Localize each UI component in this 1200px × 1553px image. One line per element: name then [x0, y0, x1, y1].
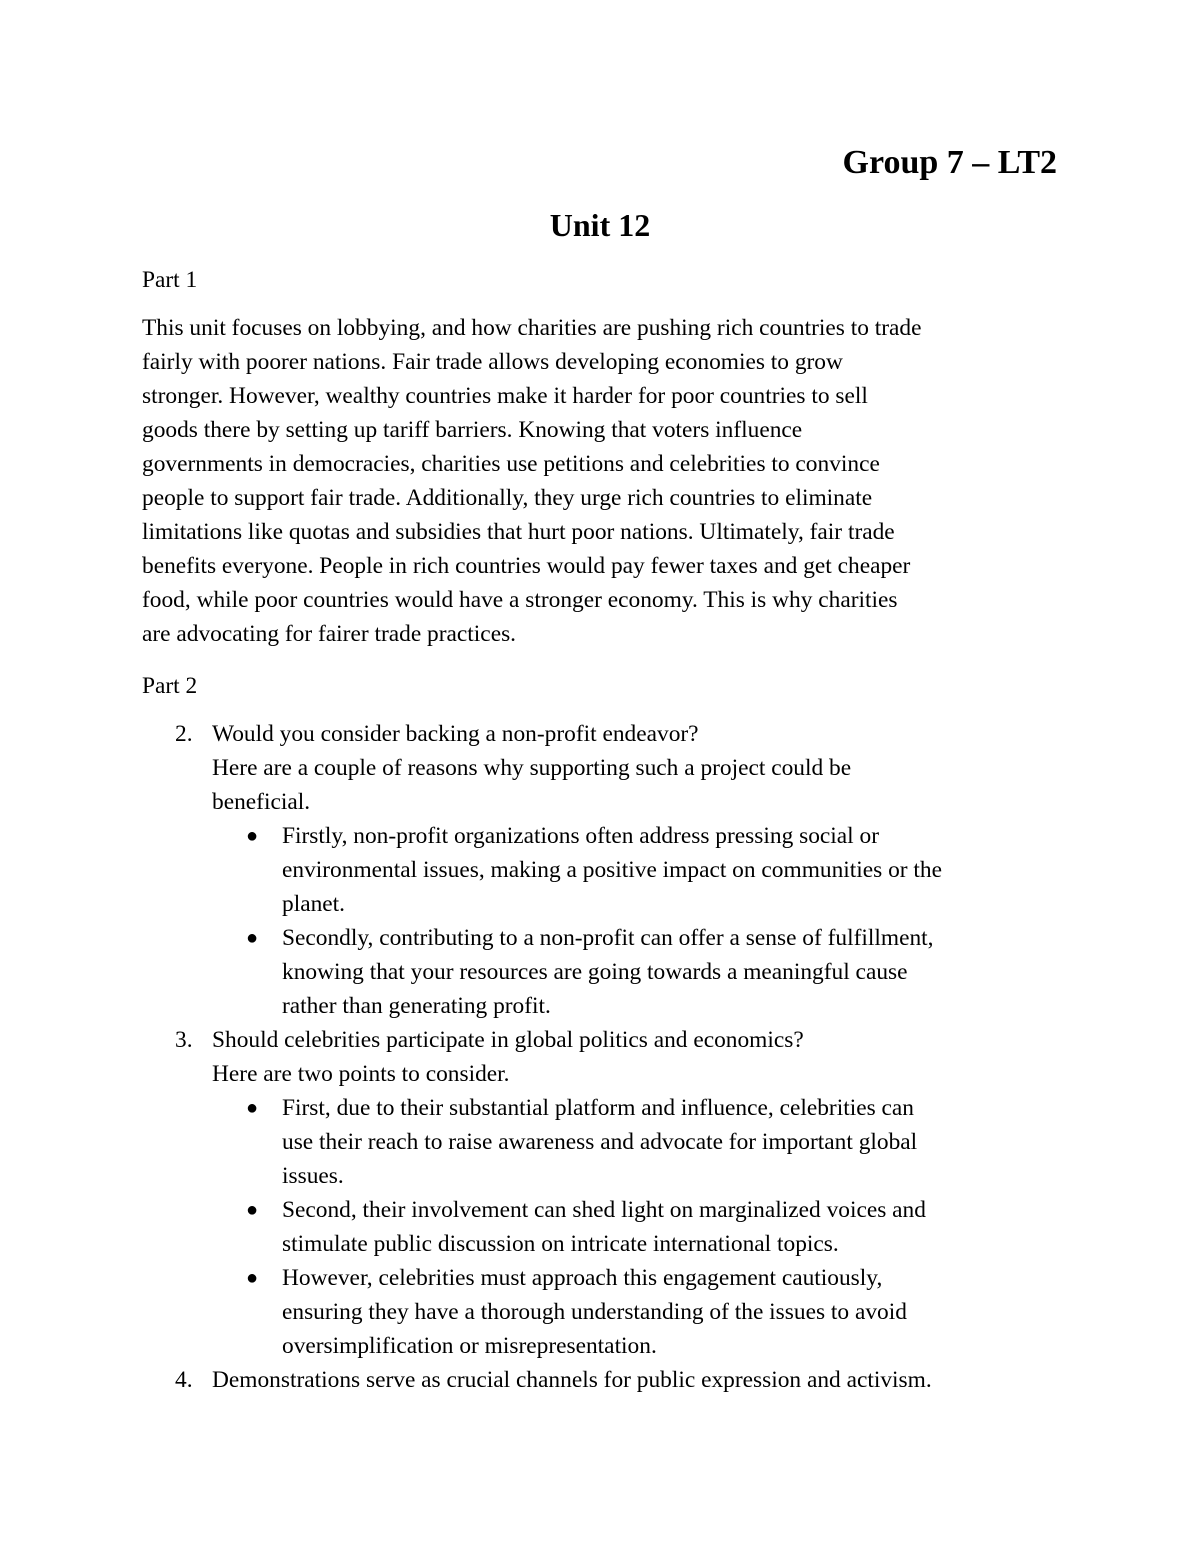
bullet-line: Secondly, contributing to a non-profit can offer a sense of fulfillment, — [282, 925, 934, 951]
question-intro-line: beneficial. — [212, 789, 311, 815]
question-text: Should celebrities participate in global politics and economics? — [212, 1027, 804, 1053]
paragraph-line: are advocating for fairer trade practices. — [142, 621, 517, 647]
bullet-line: environmental issues, making a positive impact on communities or the — [282, 857, 943, 883]
bullet-icon: ● — [246, 825, 259, 847]
bullet-line: oversimplification or misrepresentation. — [282, 1333, 657, 1359]
bullet-line: stimulate public discussion on intricate international topics. — [282, 1231, 839, 1257]
bullet-list — [212, 819, 1072, 1023]
bullet-line: However, celebrities must approach this engagement cautiously, — [282, 1265, 883, 1291]
question-intro-line: Here are two points to consider. — [212, 1061, 510, 1087]
paragraph-line: governments in democracies, charities use petitions and celebrities to convince — [142, 451, 880, 477]
paragraph-line: This unit focuses on lobbying, and how charities are pushing rich countries to trade — [142, 315, 922, 341]
question-list — [142, 717, 1072, 1397]
bullet-item — [212, 1091, 1072, 1193]
question-number: 3. — [175, 1027, 193, 1053]
bullet-line: planet. — [282, 891, 345, 917]
bullet-line: use their reach to raise awareness and advocate for important global — [282, 1129, 918, 1155]
bullet-list — [212, 1091, 1072, 1363]
unit-title: Unit 12 — [549, 207, 651, 243]
paragraph-line: people to support fair trade. Additionally, they urge rich countries to eliminate — [142, 485, 873, 511]
bullet-item — [212, 921, 1072, 1023]
bullet-icon: ● — [246, 1097, 259, 1119]
bullet-line: ensuring they have a thorough understanding of the issues to avoid — [282, 1299, 907, 1325]
bullet-line: issues. — [282, 1163, 344, 1189]
part-2-label: Part 2 — [142, 673, 198, 699]
question-number: 4. — [175, 1367, 193, 1393]
paragraph-line: food, while poor countries would have a stronger economy. This is why charities — [142, 587, 898, 613]
paragraph-line: stronger. However, wealthy countries make it harder for poor countries to sell — [142, 383, 868, 409]
paragraph-line: limitations like quotas and subsidies that hurt poor nations. Ultimately, fair trade — [142, 519, 895, 545]
bullet-line: Firstly, non-profit organizations often address pressing social or — [282, 823, 879, 849]
bullet-icon: ● — [246, 1199, 259, 1221]
question-text: Demonstrations serve as crucial channels for public expression and activism. — [212, 1367, 932, 1393]
paragraph-line: fairly with poorer nations. Fair trade allows developing economies to grow — [142, 349, 843, 375]
paragraph-line: goods there by setting up tariff barriers. Knowing that voters influence — [142, 417, 803, 443]
paragraph-line: benefits everyone. People in rich countries would pay fewer taxes and get cheaper — [142, 553, 911, 579]
question-number: 2. — [175, 721, 193, 747]
bullet-line: knowing that your resources are going towards a meaningful cause — [282, 959, 908, 985]
bullet-line: First, due to their substantial platform and influence, celebrities can — [282, 1095, 915, 1121]
question-item-3 — [142, 1023, 1072, 1363]
bullet-icon: ● — [246, 927, 259, 949]
bullet-line: Second, their involvement can shed light on marginalized voices and — [282, 1197, 926, 1223]
question-text: Would you consider backing a non-profit endeavor? — [212, 721, 699, 747]
question-item-4 — [142, 1363, 1072, 1397]
question-intro-line: Here are a couple of reasons why supporting such a project could be — [212, 755, 852, 781]
group-title: Group 7 – LT2 — [842, 144, 1057, 181]
bullet-item — [212, 1261, 1072, 1363]
part-1-label: Part 1 — [142, 267, 198, 293]
part-1-paragraph — [142, 311, 1062, 651]
question-item-2 — [142, 717, 1072, 1023]
bullet-item — [212, 819, 1072, 921]
bullet-line: rather than generating profit. — [282, 993, 551, 1019]
bullet-icon: ● — [246, 1267, 259, 1289]
bullet-item — [212, 1193, 1072, 1261]
